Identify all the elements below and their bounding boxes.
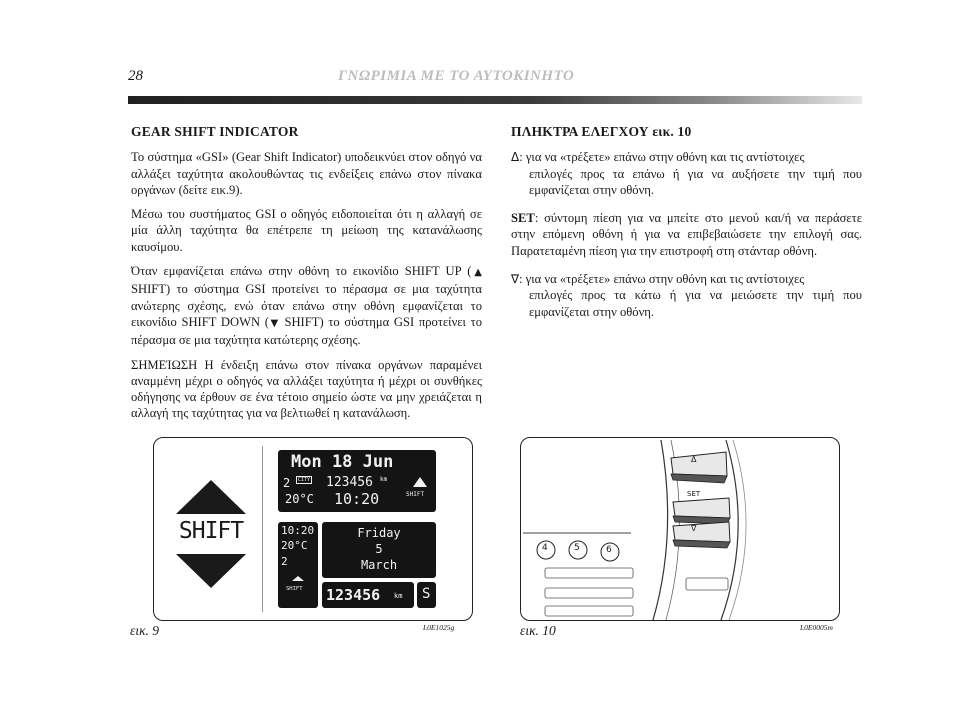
header-rule bbox=[128, 96, 862, 104]
knob-5[interactable]: 5 bbox=[574, 543, 580, 553]
figure-9-code: L0E1025g bbox=[423, 623, 455, 632]
controls-heading: ΠΛΗΚΤΡΑ ΕΛΕΓΧΟΥ εικ. 10 bbox=[511, 124, 692, 139]
item-down-rest: επιλογές προς τα κάτω ή για να μειώσετε την τιμή που εμφανίζεται στην οθόνη. bbox=[529, 288, 862, 319]
gsi-paragraph-2: Μέσω του συστήματος GSI ο οδηγός ειδοποιείται ότι η αλλαγή σε μία άλλη ταχύτητα θα επέτρεπε τη μείωση της κατανάλωσης καυσίμου. bbox=[131, 207, 482, 254]
item-set-label: SET bbox=[511, 211, 535, 226]
bottom-shift-badge: SHIFT bbox=[286, 586, 303, 592]
figure-10-caption: εικ. 10 bbox=[520, 623, 556, 638]
calendar-month: March bbox=[360, 558, 398, 572]
display-temperature: 20°C bbox=[285, 492, 314, 506]
calendar-day: Friday bbox=[357, 526, 401, 540]
knob-4[interactable]: 4 bbox=[542, 543, 548, 553]
button-down[interactable] bbox=[691, 524, 696, 533]
bottom-odo-unit: km bbox=[394, 592, 403, 600]
display-odo-unit: km bbox=[380, 476, 388, 483]
bottom-odometer: 123456 bbox=[326, 586, 381, 604]
bottom-display bbox=[278, 522, 436, 608]
gear-position: S bbox=[422, 586, 431, 602]
figure-9-caption: εικ. 9 bbox=[130, 623, 160, 638]
item-up-rest: επιλογές προς τα επάνω ή για να αυξήσετε την τιμή που εμφανίζεται στην οθόνη. bbox=[529, 166, 862, 197]
shift-badge: SHIFT bbox=[406, 491, 425, 498]
gsi-paragraph-3-a: Όταν εμφανίζεται επάνω στην οθόνη το εικονίδιο SHIFT UP ( bbox=[131, 264, 472, 279]
item-set bbox=[511, 210, 862, 259]
gsi-paragraph-3-c: SHIFT) το σύστημα GSI προτείνει το πέρασμα σε μια ταχύτητα κατώτερης σχέσης. bbox=[131, 314, 482, 348]
figure-divider bbox=[262, 446, 263, 612]
city-badge: CITY bbox=[298, 477, 311, 483]
odometer-panel bbox=[322, 582, 414, 608]
calendar-day-number: 5 bbox=[375, 542, 383, 556]
section-title: ΓΝΩΡΙΜΙΑ ΜΕ ΤΟ ΑΥΤΟΚΙΝΗΤΟ bbox=[338, 68, 575, 84]
gsi-note: ΣΗΜΕΊΩΣΗ Η ένδειξη επάνω στον πίνακα οργάνων παραμένει αναμμένη μέχρι ο οδηγός να αλλάξει ταχύτητα ή μέχρι οι συνθήκες οδήγησης να έρθουν σε ένα τέτοιο σημείο ώστε να μην χρειάζεται η αλλαγή της ταχύτητας για να βελτιωθεί η κατανάλωση. bbox=[131, 357, 482, 421]
shift-label: SHIFT bbox=[178, 518, 244, 544]
gear-position-panel bbox=[417, 582, 436, 608]
bottom-gear: 2 bbox=[281, 555, 288, 568]
bottom-display-left-panel bbox=[278, 522, 318, 608]
figure-9-frame bbox=[153, 437, 473, 621]
up-symbol-icon: Δ bbox=[511, 150, 520, 165]
bottom-temperature: 20°C bbox=[281, 539, 308, 552]
display-date: Mon 18 Jun bbox=[291, 452, 394, 472]
gsi-paragraph-3 bbox=[131, 263, 482, 348]
gsi-heading: GEAR SHIFT INDICATOR bbox=[131, 124, 299, 139]
gsi-paragraph-3-b: SHIFT) το σύστημα GSI προτείνει το πέρασμα σε μια ταχύτητα ανώτερης σχέσης, ενώ όταν επάνω στην οθόνη εμφανίζεται το εικονίδιο SHIFT DOWN ( bbox=[131, 282, 482, 329]
shift-down-icon bbox=[269, 315, 280, 329]
figure-10-code: L0E0005m bbox=[800, 623, 833, 632]
display-odometer: 123456 bbox=[326, 475, 373, 490]
control-buttons-section bbox=[511, 124, 862, 332]
gear-shift-indicator-section bbox=[131, 124, 482, 430]
knob-6[interactable]: 6 bbox=[606, 545, 612, 555]
item-up-first-line: : για να «τρέξετε» επάνω στην οθόνη και τις αντίστοιχες bbox=[519, 150, 805, 165]
calendar-panel bbox=[322, 522, 436, 578]
shift-up-badge-icon bbox=[412, 476, 428, 488]
button-up[interactable] bbox=[691, 455, 696, 464]
item-down-first-line: : για να «τρέξετε» επάνω στην οθόνη και τις αντίστοιχες bbox=[519, 272, 805, 287]
display-time: 10:20 bbox=[334, 490, 380, 508]
bottom-time: 10:20 bbox=[281, 524, 315, 537]
top-display bbox=[278, 450, 436, 512]
page-number: 28 bbox=[128, 68, 143, 84]
gsi-paragraph-1: Το σύστημα «GSI» (Gear Shift Indicator) υποδεικνύει στον οδηγό να αλλάξει ταχύτητα ακολουθώντας τις ενδείξεις επάνω στον πίνακα οργάνων (δείτε εικ.9). bbox=[131, 150, 482, 197]
item-down bbox=[511, 271, 862, 320]
set-button[interactable]: SET bbox=[687, 490, 701, 498]
display-trip-gear: 2 bbox=[283, 476, 291, 490]
figure-10-frame bbox=[520, 437, 840, 621]
shift-up-icon bbox=[471, 264, 482, 278]
bottom-shift-arrows-icon bbox=[291, 576, 305, 586]
button-up-icon: Δ bbox=[691, 455, 697, 464]
item-up bbox=[511, 149, 862, 198]
control-panel-drawing bbox=[521, 438, 839, 620]
item-set-text: : σύντομη πίεση για να μπείτε στο μενού και/ή να περάσετε στην επόμενη οθόνη ή για να επιβεβαιώσετε την επιλογή σας. Παρατεταμένη πίεση για την επιστροφή στη στάνταρ οθόνη. bbox=[511, 211, 862, 258]
down-symbol-icon: ∇ bbox=[511, 272, 520, 287]
button-down-icon: ∇ bbox=[691, 524, 697, 533]
